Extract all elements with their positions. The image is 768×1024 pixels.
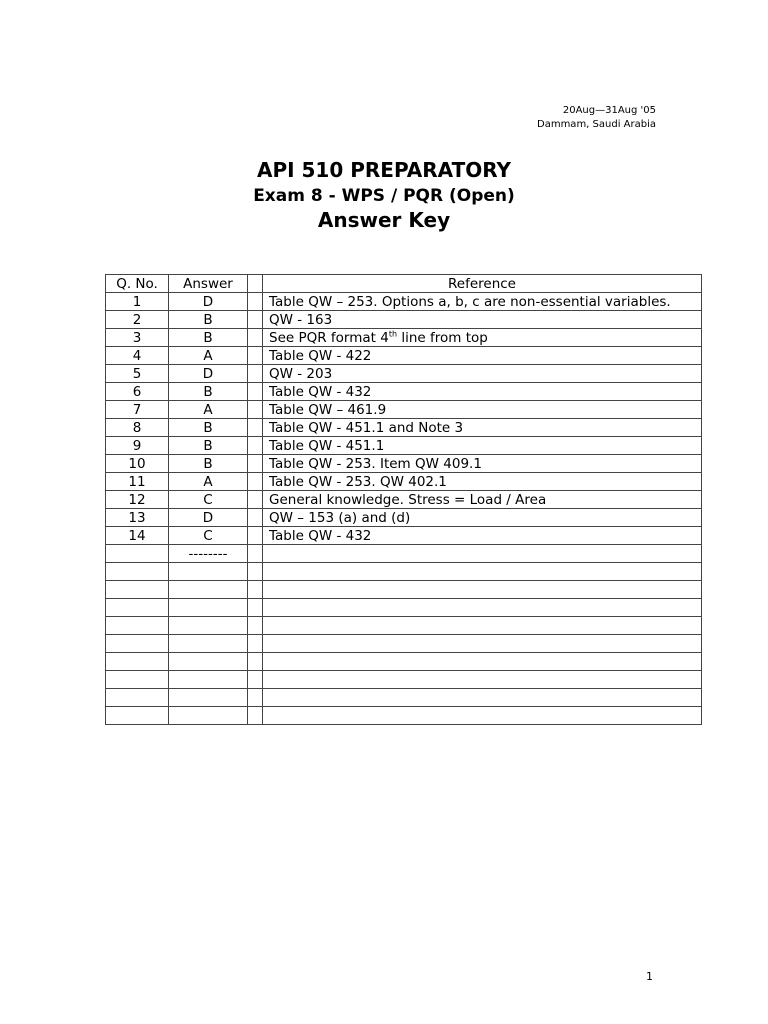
gap-cell xyxy=(248,347,263,365)
answer-cell: A xyxy=(169,401,248,419)
answer-cell: B xyxy=(169,437,248,455)
table-row xyxy=(106,329,702,347)
empty-row xyxy=(106,635,702,653)
q-no-cell: 10 xyxy=(106,455,169,473)
q-no-cell xyxy=(106,689,169,707)
gap-cell xyxy=(248,599,263,617)
answer-cell xyxy=(169,599,248,617)
reference-cell: Table QW - 422 xyxy=(263,347,702,365)
table-row xyxy=(106,545,702,563)
answer-cell: C xyxy=(169,527,248,545)
q-no-cell xyxy=(106,545,169,563)
reference-cell: Table QW - 253. Item QW 409.1 xyxy=(263,455,702,473)
reference-cell: Table QW - 432 xyxy=(263,527,702,545)
reference-cell xyxy=(263,689,702,707)
reference-cell xyxy=(263,581,702,599)
empty-row xyxy=(106,563,702,581)
table-row xyxy=(106,437,702,455)
gap-cell xyxy=(248,509,263,527)
reference-cell: QW – 153 (a) and (d) xyxy=(263,509,702,527)
answer-cell: B xyxy=(169,383,248,401)
reference-cell xyxy=(263,563,702,581)
location: Dammam, Saudi Arabia xyxy=(537,119,656,130)
gap-cell xyxy=(248,653,263,671)
gap-cell xyxy=(248,671,263,689)
table-header-row xyxy=(106,275,702,293)
empty-row xyxy=(106,599,702,617)
table-row xyxy=(106,347,702,365)
reference-cell: Table QW - 451.1 xyxy=(263,437,702,455)
answer-cell: D xyxy=(169,365,248,383)
ordinal-superscript: th xyxy=(388,329,398,338)
answer-cell: A xyxy=(169,347,248,365)
empty-row xyxy=(106,689,702,707)
table-row xyxy=(106,293,702,311)
answer-cell: B xyxy=(169,329,248,347)
q-no-cell xyxy=(106,599,169,617)
q-no-cell: 8 xyxy=(106,419,169,437)
q-no-cell: 1 xyxy=(106,293,169,311)
table-row xyxy=(106,527,702,545)
gap-cell xyxy=(248,617,263,635)
empty-row xyxy=(106,617,702,635)
reference-cell xyxy=(263,545,702,563)
reference-text-continued: line from top xyxy=(397,329,488,346)
page-number: 1 xyxy=(646,970,653,983)
table-row xyxy=(106,491,702,509)
gap-cell xyxy=(248,383,263,401)
q-no-cell: 7 xyxy=(106,401,169,419)
header-reference: Reference xyxy=(263,275,702,293)
reference-cell xyxy=(263,635,702,653)
empty-row xyxy=(106,653,702,671)
q-no-cell xyxy=(106,671,169,689)
reference-cell: QW - 163 xyxy=(263,311,702,329)
reference-cell: QW - 203 xyxy=(263,365,702,383)
reference-cell xyxy=(263,617,702,635)
gap-cell xyxy=(248,563,263,581)
table-row xyxy=(106,455,702,473)
reference-text: See PQR format 4 xyxy=(269,329,389,346)
gap-cell xyxy=(248,689,263,707)
reference-cell: General knowledge. Stress = Load / Area xyxy=(263,491,702,509)
reference-cell: Table QW - 451.1 and Note 3 xyxy=(263,419,702,437)
q-no-cell xyxy=(106,635,169,653)
gap-cell xyxy=(248,329,263,347)
answer-cell xyxy=(169,707,248,725)
empty-row xyxy=(106,707,702,725)
q-no-cell: 11 xyxy=(106,473,169,491)
gap-cell xyxy=(248,707,263,725)
main-title: API 510 PREPARATORY xyxy=(256,158,512,182)
answer-cell xyxy=(169,617,248,635)
table-row xyxy=(106,311,702,329)
answer-cell: D xyxy=(169,293,248,311)
header-q-no: Q. No. xyxy=(106,275,169,293)
q-no-cell xyxy=(106,653,169,671)
gap-cell xyxy=(248,437,263,455)
answer-cell: B xyxy=(169,419,248,437)
answer-cell: D xyxy=(169,509,248,527)
reference-cell xyxy=(263,599,702,617)
reference-cell: Table QW – 253. Options a, b, c are non-essential variables. xyxy=(263,293,702,311)
table-row xyxy=(106,383,702,401)
gap-cell xyxy=(248,401,263,419)
answer-cell: -------- xyxy=(169,545,248,563)
reference-cell: Table QW – 461.9 xyxy=(263,401,702,419)
gap-cell xyxy=(248,419,263,437)
reference-cell xyxy=(263,329,702,347)
q-no-cell: 3 xyxy=(106,329,169,347)
gap-cell xyxy=(248,365,263,383)
reference-cell xyxy=(263,653,702,671)
header-answer: Answer xyxy=(169,275,248,293)
gap-cell xyxy=(248,455,263,473)
date-range: 20Aug—31Aug '05 xyxy=(562,105,656,116)
gap-cell xyxy=(248,545,263,563)
q-no-cell: 14 xyxy=(106,527,169,545)
table-row xyxy=(106,365,702,383)
answer-key-table xyxy=(105,274,702,725)
answer-cell: B xyxy=(169,455,248,473)
q-no-cell: 5 xyxy=(106,365,169,383)
exam-subtitle: Exam 8 - WPS / PQR (Open) xyxy=(253,186,515,206)
gap-cell xyxy=(248,635,263,653)
answer-cell: A xyxy=(169,473,248,491)
answer-cell xyxy=(169,581,248,599)
q-no-cell xyxy=(106,581,169,599)
empty-row xyxy=(106,581,702,599)
gap-cell xyxy=(248,581,263,599)
gap-cell xyxy=(248,491,263,509)
answer-cell xyxy=(169,653,248,671)
q-no-cell xyxy=(106,707,169,725)
gap-cell xyxy=(248,311,263,329)
reference-cell: Table QW - 253. QW 402.1 xyxy=(263,473,702,491)
gap-cell xyxy=(248,473,263,491)
answer-cell xyxy=(169,563,248,581)
table-row xyxy=(106,401,702,419)
q-no-cell: 6 xyxy=(106,383,169,401)
q-no-cell: 13 xyxy=(106,509,169,527)
answer-cell xyxy=(169,671,248,689)
reference-cell xyxy=(263,707,702,725)
header-gap xyxy=(248,275,263,293)
gap-cell xyxy=(248,527,263,545)
q-no-cell: 2 xyxy=(106,311,169,329)
empty-row xyxy=(106,671,702,689)
q-no-cell: 4 xyxy=(106,347,169,365)
answer-cell: C xyxy=(169,491,248,509)
answer-cell: B xyxy=(169,311,248,329)
document-header xyxy=(537,104,656,132)
answer-key-heading: Answer Key xyxy=(317,208,451,232)
table-row xyxy=(106,509,702,527)
q-no-cell xyxy=(106,563,169,581)
reference-cell: Table QW - 432 xyxy=(263,383,702,401)
q-no-cell: 9 xyxy=(106,437,169,455)
q-no-cell: 12 xyxy=(106,491,169,509)
q-no-cell xyxy=(106,617,169,635)
gap-cell xyxy=(248,293,263,311)
answer-cell xyxy=(169,635,248,653)
answer-cell xyxy=(169,689,248,707)
reference-cell xyxy=(263,671,702,689)
table-row xyxy=(106,419,702,437)
table-row xyxy=(106,473,702,491)
